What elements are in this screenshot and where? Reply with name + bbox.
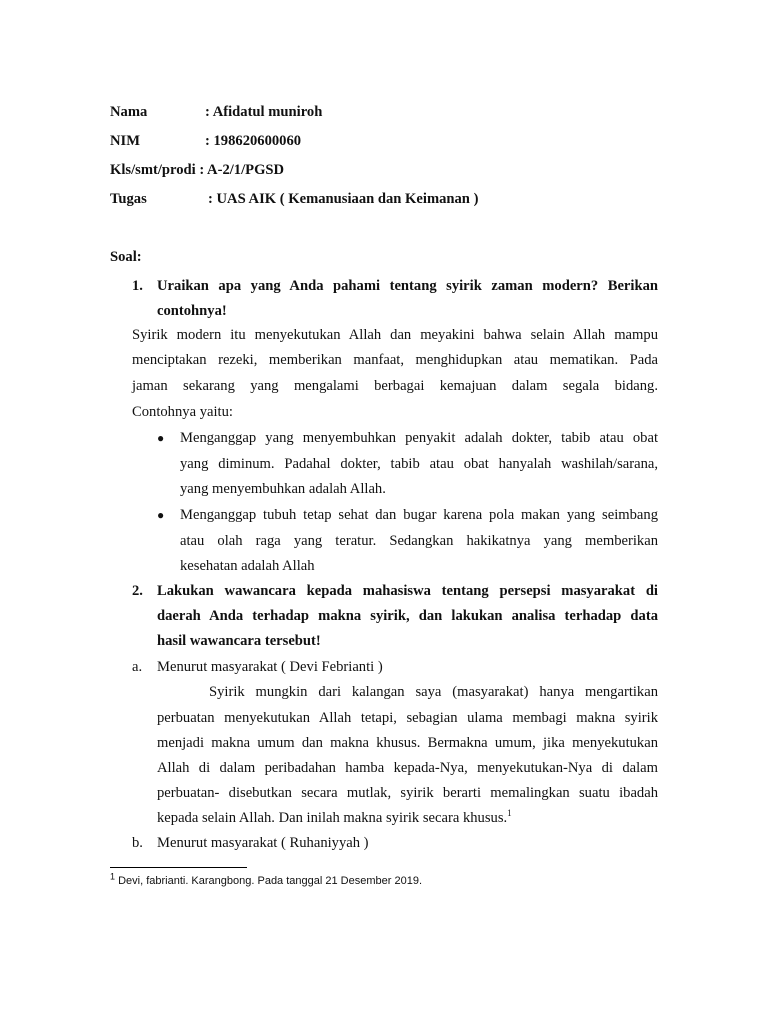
q1-answer-2: menciptakan rezeki, memberikan manfaat, menghidupkan atau mematikan. Pada (132, 352, 658, 368)
q1-line-2: contohnya! (157, 303, 227, 319)
q2b-marker: b. (132, 835, 143, 851)
q2a-line-5: perbuatan- disebutkan secara mutlak, syirik berarti memalingkan suatu ibadah (157, 785, 658, 801)
bullet-icon: ● (157, 508, 165, 522)
q1-bullet-1-line-3: yang menyembuhkan adalah Allah. (180, 481, 386, 497)
footnote-separator (110, 867, 247, 868)
q1-answer-3: jaman sekarang yang mengalami berbagai kemajuan dalam segala bidang. (132, 378, 658, 394)
footnote-text: Devi, fabrianti. Karangbong. Pada tanggal 21 Desember 2019. (115, 875, 422, 887)
bullet-icon: ● (157, 431, 165, 445)
soal-label: Soal: (110, 249, 142, 265)
footnote-number: 1 (110, 871, 116, 882)
header-nim (110, 132, 301, 150)
header-kls (110, 161, 284, 179)
q1-bullet-1-line-1: Menganggap yang menyembuhkan penyakit adalah dokter, tabib atau obat (180, 430, 658, 446)
footnote-ref[interactable]: 1 (507, 808, 512, 819)
header-kls-label: Kls/smt/prodi (110, 162, 196, 178)
q2a-marker: a. (132, 659, 143, 675)
header-kls-value: : A-2/1/PGSD (195, 162, 285, 178)
q2a-line-6-text: kepada selain Allah. Dan inilah makna syirik secara khusus. (157, 810, 508, 826)
footnote (110, 871, 422, 888)
q1-line-1: Uraikan apa yang Anda pahami tentang syirik zaman modern? Berikan (157, 278, 658, 294)
header-nim-label: NIM (110, 133, 140, 149)
header-tugas-value: : UAS AIK ( Kemanusiaan dan Keimanan ) (208, 191, 479, 207)
q1-answer-4: Contohnya yaitu: (132, 404, 233, 420)
q1-bullet-2-line-2: atau olah raga yang teratur. Sedangkan hakikatnya yang memberikan (180, 533, 658, 549)
q2b-heading: Menurut masyarakat ( Ruhaniyyah ) (157, 835, 369, 851)
q2a-line-2: perbuatan menyekutukan Allah tetapi, sebagian ulama membagi makna syirik (157, 710, 658, 726)
q2-line-2: daerah Anda terhadap makna syirik, dan lakukan analisa terhadap data (157, 608, 658, 624)
q1-bullet-1-line-2: yang diminum. Padahal dokter, tabib atau obat hanyalah washilah/sarana, (180, 456, 658, 472)
header-nim-value: : 198620600060 (205, 133, 302, 149)
q2a-line-1: Syirik mungkin dari kalangan saya (masyarakat) hanya mengartikan (209, 684, 658, 700)
header-tugas (110, 190, 478, 208)
q2a-line-3: menjadi makna umum dan makna khusus. Bermakna umum, jika menyekutukan (157, 735, 658, 751)
q1-bullet-2-line-3: kesehatan adalah Allah (180, 558, 315, 574)
q2a-heading: Menurut masyarakat ( Devi Febrianti ) (157, 659, 383, 675)
header-nama (110, 103, 322, 121)
q1-number: 1. (132, 278, 143, 294)
q1-answer-1: Syirik modern itu menyekutukan Allah dan meyakini bahwa selain Allah mampu (132, 327, 658, 343)
q2a-line-6 (157, 809, 512, 827)
q2a-line-4: Allah di dalam peribadahan hamba kepada-Nya, menyekutukan-Nya di dalam (157, 760, 658, 776)
q2-line-1: Lakukan wawancara kepada mahasiswa tentang persepsi masyarakat di (157, 583, 658, 599)
q2-number: 2. (132, 583, 143, 599)
q2-line-3: hasil wawancara tersebut! (157, 633, 321, 649)
header-nama-value: : Afidatul muniroh (205, 104, 323, 120)
header-tugas-label: Tugas (110, 191, 147, 207)
q1-bullet-2-line-1: Menganggap tubuh tetap sehat dan bugar karena pola makan yang seimbang (180, 507, 658, 523)
header-nama-label: Nama (110, 104, 148, 120)
